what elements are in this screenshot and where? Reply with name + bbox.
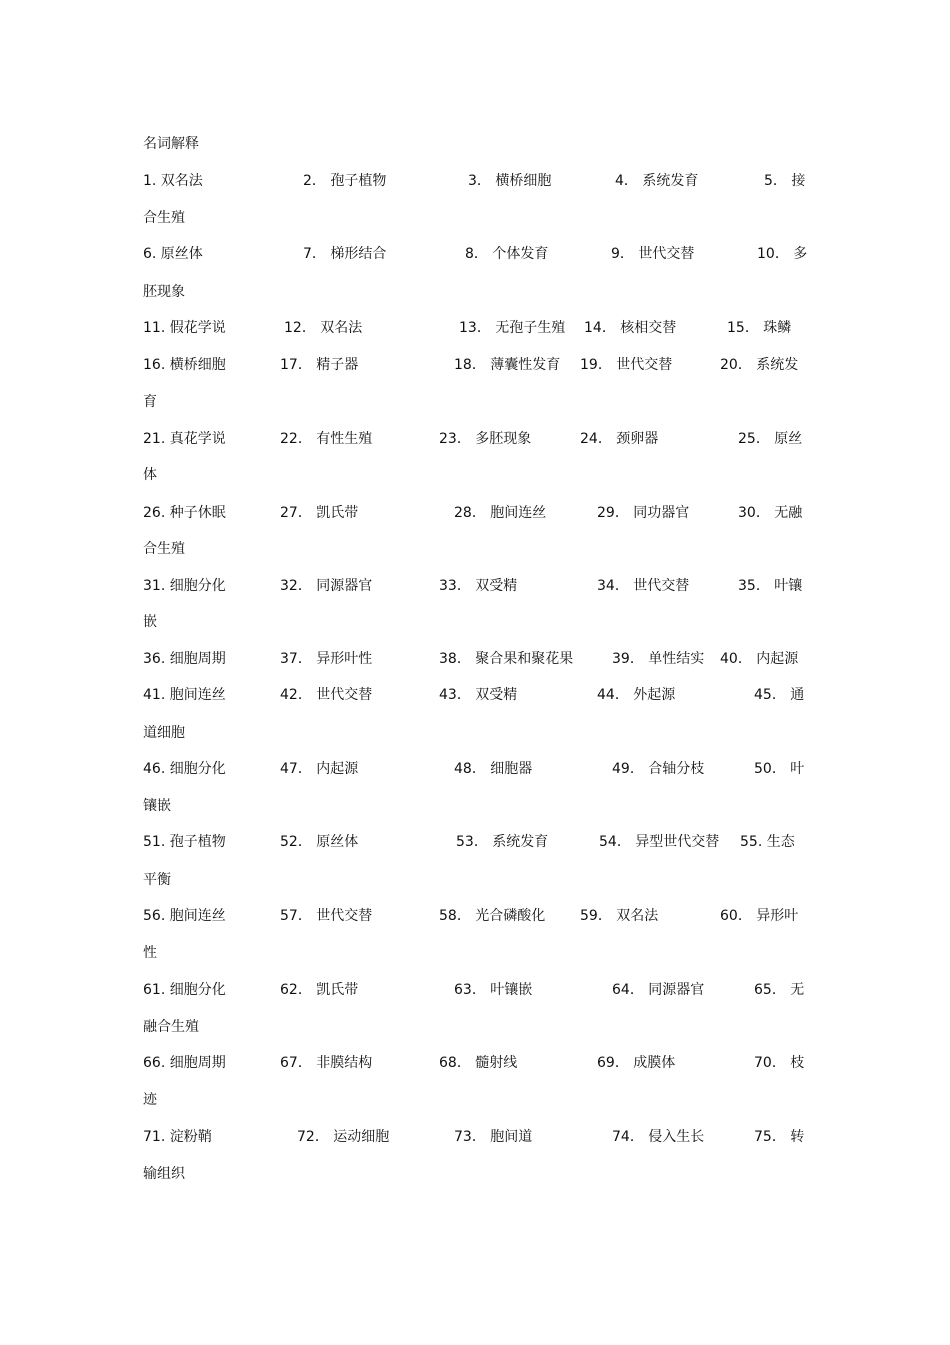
term-item: 73． 胞间道 bbox=[454, 1129, 533, 1145]
term-item: 20． 系统发 bbox=[720, 357, 799, 373]
term-item: 61. 细胞分化 bbox=[143, 982, 226, 998]
term-item: 67． 非膜结构 bbox=[280, 1055, 373, 1071]
term-row bbox=[143, 170, 823, 190]
term-item: 52． 原丝体 bbox=[280, 834, 359, 850]
term-item: 40． 内起源 bbox=[720, 651, 799, 667]
term-item: 4． 系统发育 bbox=[615, 173, 699, 189]
term-item: 51. 孢子植物 bbox=[143, 834, 226, 850]
term-item: 64． 同源器官 bbox=[612, 982, 705, 998]
term-item: 50． 叶 bbox=[754, 761, 805, 777]
term-item: 9． 世代交替 bbox=[611, 246, 695, 262]
term-row bbox=[143, 905, 823, 925]
term-item: 55. 生态 bbox=[740, 834, 795, 850]
term-item: 15． 珠鳞 bbox=[727, 320, 792, 336]
term-item: 21. 真花学说 bbox=[143, 431, 226, 447]
term-row bbox=[143, 684, 823, 704]
term-item: 49． 合轴分枝 bbox=[612, 761, 705, 777]
term-continuation: 输组织 bbox=[143, 1166, 185, 1182]
term-row bbox=[143, 502, 823, 522]
term-item: 13． 无孢子生殖 bbox=[459, 320, 566, 336]
term-item: 11. 假花学说 bbox=[143, 320, 226, 336]
term-item: 25． 原丝 bbox=[738, 431, 803, 447]
term-item: 58． 光合磷酸化 bbox=[439, 908, 546, 924]
term-item: 63． 叶镶嵌 bbox=[454, 982, 533, 998]
term-item: 46. 细胞分化 bbox=[143, 761, 226, 777]
term-item: 54． 异型世代交替 bbox=[599, 834, 720, 850]
term-row bbox=[143, 354, 823, 374]
term-item: 36. 细胞周期 bbox=[143, 651, 226, 667]
term-item: 3． 横桥细胞 bbox=[468, 173, 552, 189]
term-continuation: 道细胞 bbox=[143, 725, 185, 741]
term-item: 74． 侵入生长 bbox=[612, 1129, 705, 1145]
term-continuation: 嵌 bbox=[143, 614, 157, 630]
term-row bbox=[143, 758, 823, 778]
term-item: 62． 凯氏带 bbox=[280, 982, 359, 998]
term-item: 14． 核相交替 bbox=[584, 320, 677, 336]
term-item: 47． 内起源 bbox=[280, 761, 359, 777]
term-item: 12． 双名法 bbox=[284, 320, 363, 336]
term-continuation: 平衡 bbox=[143, 872, 171, 888]
term-item: 69． 成膜体 bbox=[597, 1055, 676, 1071]
term-item: 66. 细胞周期 bbox=[143, 1055, 226, 1071]
term-item: 43． 双受精 bbox=[439, 687, 518, 703]
term-item: 26. 种子休眠 bbox=[143, 505, 226, 521]
term-item: 29． 同功器官 bbox=[597, 505, 690, 521]
term-item: 2． 孢子植物 bbox=[303, 173, 387, 189]
term-continuation: 体 bbox=[143, 467, 157, 483]
term-item: 45． 通 bbox=[754, 687, 805, 703]
term-item: 53． 系统发育 bbox=[456, 834, 549, 850]
term-item: 1. 双名法 bbox=[143, 173, 203, 189]
term-item: 38． 聚合果和聚花果 bbox=[439, 651, 574, 667]
term-item: 7． 梯形结合 bbox=[303, 246, 387, 262]
term-row bbox=[143, 1126, 823, 1146]
term-continuation: 合生殖 bbox=[143, 541, 185, 557]
term-row bbox=[143, 428, 823, 448]
term-item: 5． 接 bbox=[764, 173, 806, 189]
term-continuation: 性 bbox=[143, 945, 157, 961]
term-item: 6. 原丝体 bbox=[143, 246, 203, 262]
term-item: 48． 细胞器 bbox=[454, 761, 533, 777]
term-continuation: 胚现象 bbox=[143, 284, 185, 300]
term-item: 24． 颈卵器 bbox=[580, 431, 659, 447]
term-item: 42． 世代交替 bbox=[280, 687, 373, 703]
term-item: 39． 单性结实 bbox=[612, 651, 705, 667]
term-item: 32． 同源器官 bbox=[280, 578, 373, 594]
term-item: 65． 无 bbox=[754, 982, 805, 998]
term-item: 70． 枝 bbox=[754, 1055, 805, 1071]
term-item: 8． 个体发育 bbox=[465, 246, 549, 262]
term-item: 18． 薄囊性发育 bbox=[454, 357, 561, 373]
term-item: 22． 有性生殖 bbox=[280, 431, 373, 447]
term-item: 59． 双名法 bbox=[580, 908, 659, 924]
term-continuation: 育 bbox=[143, 394, 157, 410]
term-item: 41. 胞间连丝 bbox=[143, 687, 226, 703]
term-row bbox=[143, 317, 823, 337]
term-row bbox=[143, 831, 823, 851]
term-item: 33． 双受精 bbox=[439, 578, 518, 594]
term-item: 30． 无融 bbox=[738, 505, 803, 521]
term-item: 44． 外起源 bbox=[597, 687, 676, 703]
term-item: 68． 髓射线 bbox=[439, 1055, 518, 1071]
term-item: 35． 叶镶 bbox=[738, 578, 803, 594]
term-item: 37． 异形叶性 bbox=[280, 651, 373, 667]
term-continuation: 融合生殖 bbox=[143, 1019, 199, 1035]
term-row bbox=[143, 648, 823, 668]
term-item: 34． 世代交替 bbox=[597, 578, 690, 594]
term-continuation: 迹 bbox=[143, 1092, 157, 1108]
term-continuation: 合生殖 bbox=[143, 210, 185, 226]
term-item: 23． 多胚现象 bbox=[439, 431, 532, 447]
term-item: 28． 胞间连丝 bbox=[454, 505, 547, 521]
term-row bbox=[143, 1052, 823, 1072]
term-item: 71. 淀粉鞘 bbox=[143, 1129, 212, 1145]
term-item: 72． 运动细胞 bbox=[297, 1129, 390, 1145]
term-item: 10． 多 bbox=[757, 246, 808, 262]
term-item: 19． 世代交替 bbox=[580, 357, 673, 373]
term-item: 31. 细胞分化 bbox=[143, 578, 226, 594]
page-title: 名词解释 bbox=[143, 136, 199, 152]
term-item: 17． 精子器 bbox=[280, 357, 359, 373]
term-continuation: 镶嵌 bbox=[143, 798, 171, 814]
term-item: 27． 凯氏带 bbox=[280, 505, 359, 521]
term-item: 60． 异形叶 bbox=[720, 908, 799, 924]
term-row bbox=[143, 575, 823, 595]
term-item: 16. 横桥细胞 bbox=[143, 357, 226, 373]
term-item: 56. 胞间连丝 bbox=[143, 908, 226, 924]
term-item: 75． 转 bbox=[754, 1129, 805, 1145]
term-row bbox=[143, 979, 823, 999]
term-item: 57． 世代交替 bbox=[280, 908, 373, 924]
term-row bbox=[143, 243, 823, 263]
